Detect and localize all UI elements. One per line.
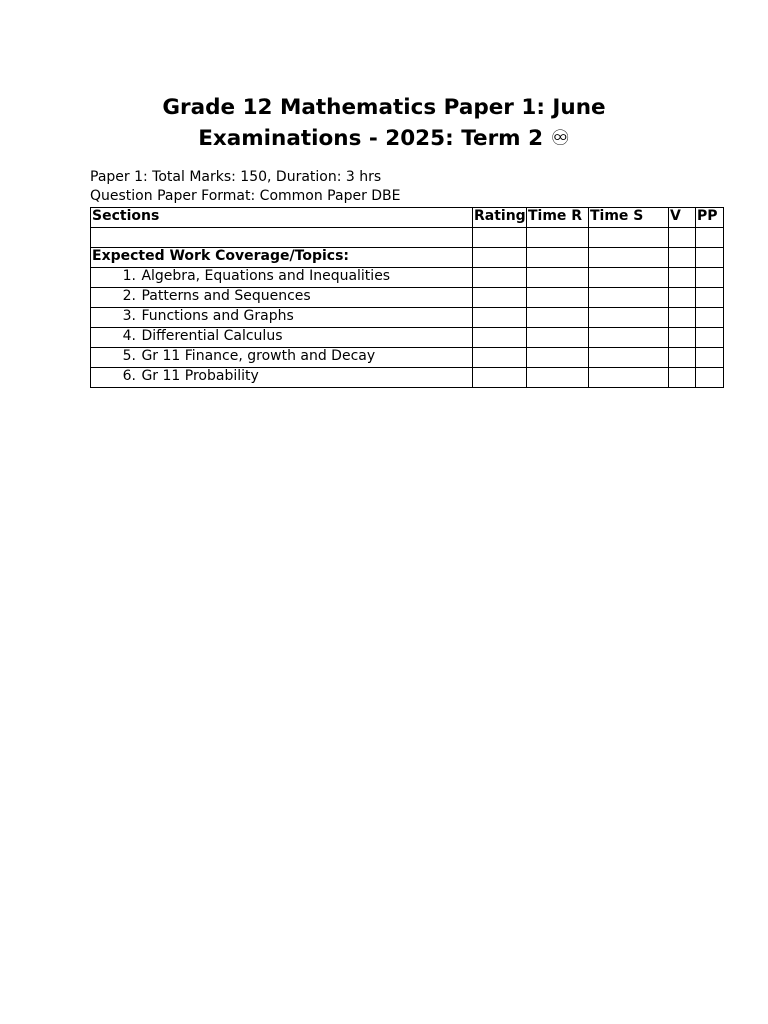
table-row [91,328,724,348]
header-time-s: Time S [589,208,669,228]
topic-cell [91,348,473,368]
table-cell[interactable] [589,268,669,288]
table-cell[interactable] [527,308,589,328]
table-row [91,288,724,308]
topic-label: Algebra, Equations and Inequalities [141,268,391,284]
table-cell[interactable] [696,348,724,368]
table-cell[interactable] [669,308,696,328]
topic-number: 5. [122,348,136,364]
topic-cell [91,288,473,308]
table-cell[interactable] [589,368,669,388]
paper-marks-duration: Paper 1: Total Marks: 150, Duration: 3 hrs [90,169,382,185]
table-cell[interactable] [669,248,696,268]
document-title: Grade 12 Mathematics Paper 1: June Examinations - 2025: Term 2 ♾ [162,95,606,151]
header-sections: Sections [91,208,473,228]
table-cell[interactable] [473,308,527,328]
header-v: V [669,208,696,228]
topic-number: 2. [122,288,136,304]
table-cell[interactable] [669,268,696,288]
table-cell[interactable] [527,228,589,248]
topic-number: 3. [122,308,136,324]
table-cell[interactable] [527,268,589,288]
table-cell[interactable] [589,248,669,268]
table-row-empty [91,228,724,248]
table-cell[interactable] [696,248,724,268]
header-rating: Rating [473,208,527,228]
topic-label: Patterns and Sequences [141,288,311,304]
topic-label: Functions and Graphs [141,308,294,324]
table-row-section-heading [91,248,724,268]
table-cell[interactable] [473,288,527,308]
table-row [91,348,724,368]
table-cell[interactable] [527,348,589,368]
table-cell[interactable] [589,348,669,368]
table-cell[interactable] [669,288,696,308]
table-cell[interactable] [473,268,527,288]
table-cell[interactable] [527,288,589,308]
table-cell[interactable] [589,328,669,348]
topic-label: Gr 11 Probability [141,368,259,384]
table-row [91,368,724,388]
table-cell[interactable] [669,228,696,248]
table-cell[interactable] [696,288,724,308]
table-cell[interactable] [91,228,473,248]
topic-label: Gr 11 Finance, growth and Decay [141,348,376,364]
topic-label: Differential Calculus [141,328,283,344]
table-cell[interactable] [589,288,669,308]
table-cell[interactable] [473,328,527,348]
table-row [91,268,724,288]
table-cell[interactable] [696,228,724,248]
topic-cell [91,268,473,288]
table-cell[interactable] [589,308,669,328]
table-cell[interactable] [696,328,724,348]
paper-info [90,168,401,206]
table-cell[interactable] [527,248,589,268]
topic-number: 6. [122,368,136,384]
table-cell[interactable] [696,368,724,388]
topic-number: 1. [122,268,136,284]
topic-number: 4. [122,328,136,344]
table-cell[interactable] [473,248,527,268]
header-pp: PP [696,208,724,228]
topic-cell [91,308,473,328]
table-cell[interactable] [527,328,589,348]
paper-format: Question Paper Format: Common Paper DBE [90,188,401,204]
section-heading: Expected Work Coverage/Topics: [91,248,473,268]
table-cell[interactable] [527,368,589,388]
table-cell[interactable] [473,228,527,248]
table-cell[interactable] [669,348,696,368]
topic-cell [91,368,473,388]
table-cell[interactable] [473,368,527,388]
sections-table [90,207,724,388]
table-cell[interactable] [589,228,669,248]
table-cell[interactable] [696,268,724,288]
table-cell[interactable] [696,308,724,328]
table-cell[interactable] [669,368,696,388]
header-time-r: Time R [527,208,589,228]
table-cell[interactable] [473,348,527,368]
topic-cell [91,328,473,348]
table-cell[interactable] [669,328,696,348]
table-header-row [91,208,724,228]
table-row [91,308,724,328]
